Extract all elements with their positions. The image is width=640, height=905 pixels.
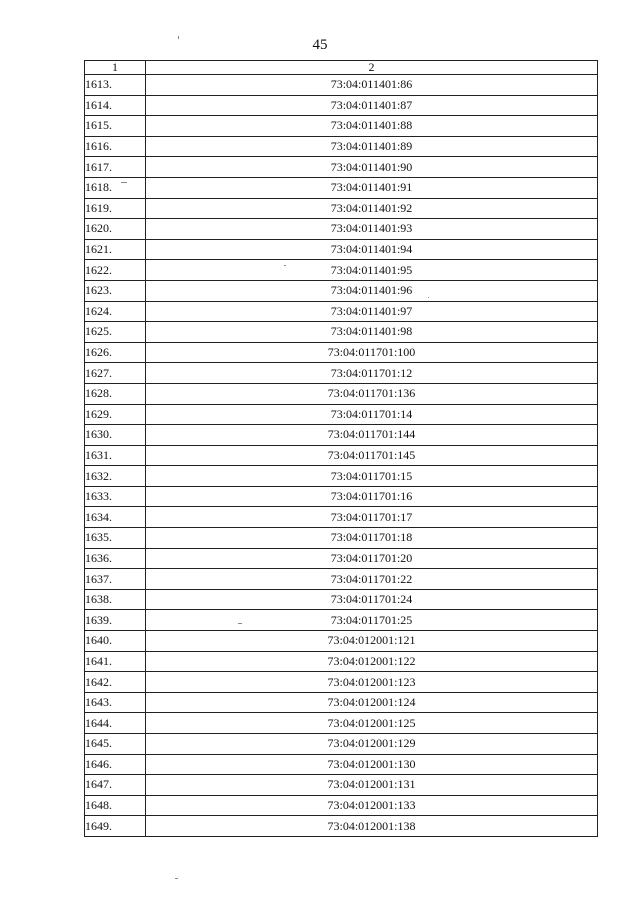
scan-speck	[121, 182, 127, 183]
row-number: 1637.	[85, 569, 146, 590]
table-row	[85, 486, 598, 507]
cadastral-number: 73:04:011701:15	[146, 466, 598, 487]
table-row	[85, 280, 598, 301]
table-row	[85, 672, 598, 693]
cadastral-number: 73:04:011701:18	[146, 528, 598, 549]
cadastral-number: 73:04:011701:12	[146, 363, 598, 384]
row-number: 1615.	[85, 116, 146, 137]
cadastral-number: 73:04:011401:88	[146, 116, 598, 137]
row-number: 1649.	[85, 816, 146, 837]
row-number: 1635.	[85, 528, 146, 549]
cadastral-number: 73:04:011401:89	[146, 136, 598, 157]
row-number: 1641.	[85, 651, 146, 672]
cadastral-number: 73:04:011401:92	[146, 198, 598, 219]
cadastral-number: 73:04:011401:93	[146, 219, 598, 240]
cadastral-number: 73:04:012001:133	[146, 795, 598, 816]
column-header-number: 1	[85, 61, 146, 75]
row-number: 1630.	[85, 425, 146, 446]
row-number: 1646.	[85, 754, 146, 775]
table-row	[85, 713, 598, 734]
table-row	[85, 342, 598, 363]
table-row	[85, 589, 598, 610]
table-row	[85, 260, 598, 281]
row-number: 1626.	[85, 342, 146, 363]
table-row	[85, 425, 598, 446]
cadastral-number: 73:04:011401:95	[146, 260, 598, 281]
scan-speck	[178, 36, 179, 39]
row-number: 1643.	[85, 692, 146, 713]
table-row	[85, 528, 598, 549]
table-row	[85, 734, 598, 755]
table-row	[85, 466, 598, 487]
cadastral-number: 73:04:011401:91	[146, 177, 598, 198]
row-number: 1627.	[85, 363, 146, 384]
cadastral-number: 73:04:012001:138	[146, 816, 598, 837]
row-number: 1648.	[85, 795, 146, 816]
row-number: 1642.	[85, 672, 146, 693]
row-number: 1619.	[85, 198, 146, 219]
scan-speck	[175, 878, 178, 879]
table-row	[85, 775, 598, 796]
cadastral-number: 73:04:011401:87	[146, 95, 598, 116]
cadastral-number: 73:04:011701:20	[146, 548, 598, 569]
table-row	[85, 404, 598, 425]
cadastral-number: 73:04:011701:22	[146, 569, 598, 590]
table-row	[85, 651, 598, 672]
table-row	[85, 569, 598, 590]
cadastral-number: 73:04:011401:96	[146, 280, 598, 301]
row-number: 1636.	[85, 548, 146, 569]
cadastral-number: 73:04:011701:25	[146, 610, 598, 631]
cadastral-number: 73:04:011401:86	[146, 75, 598, 96]
table-row	[85, 116, 598, 137]
cadastral-table	[84, 60, 598, 837]
cadastral-number: 73:04:011701:24	[146, 589, 598, 610]
row-number: 1638.	[85, 589, 146, 610]
scan-speck	[284, 265, 286, 266]
row-number: 1618.	[85, 177, 146, 198]
row-number: 1645.	[85, 734, 146, 755]
page-number: 45	[312, 37, 328, 53]
cadastral-number: 73:04:012001:124	[146, 692, 598, 713]
table-row	[85, 610, 598, 631]
cadastral-number: 73:04:012001:129	[146, 734, 598, 755]
table-row	[85, 507, 598, 528]
table-row	[85, 383, 598, 404]
cadastral-number: 73:04:011401:98	[146, 322, 598, 343]
row-number: 1617.	[85, 157, 146, 178]
cadastral-number: 73:04:011701:136	[146, 383, 598, 404]
row-number: 1631.	[85, 445, 146, 466]
cadastral-number: 73:04:011401:94	[146, 239, 598, 260]
table-row	[85, 239, 598, 260]
row-number: 1632.	[85, 466, 146, 487]
table-row	[85, 445, 598, 466]
cadastral-number: 73:04:011701:16	[146, 486, 598, 507]
row-number: 1644.	[85, 713, 146, 734]
column-header-code: 2	[146, 61, 598, 75]
table-header-row	[85, 61, 598, 75]
row-number: 1624.	[85, 301, 146, 322]
cadastral-number: 73:04:011401:90	[146, 157, 598, 178]
row-number: 1647.	[85, 775, 146, 796]
row-number: 1622.	[85, 260, 146, 281]
table-row	[85, 363, 598, 384]
table-row	[85, 301, 598, 322]
table-row	[85, 692, 598, 713]
row-number: 1640.	[85, 631, 146, 652]
cadastral-number: 73:04:012001:122	[146, 651, 598, 672]
table-row	[85, 177, 598, 198]
row-number: 1621.	[85, 239, 146, 260]
cadastral-number: 73:04:012001:123	[146, 672, 598, 693]
table-row	[85, 322, 598, 343]
table-row	[85, 631, 598, 652]
row-number: 1616.	[85, 136, 146, 157]
table-row	[85, 75, 598, 96]
scan-speck	[238, 623, 242, 624]
row-number: 1620.	[85, 219, 146, 240]
cadastral-number: 73:04:012001:130	[146, 754, 598, 775]
table-row	[85, 548, 598, 569]
row-number: 1614.	[85, 95, 146, 116]
cadastral-number: 73:04:011701:17	[146, 507, 598, 528]
row-number: 1634.	[85, 507, 146, 528]
cadastral-number: 73:04:012001:121	[146, 631, 598, 652]
row-number: 1639.	[85, 610, 146, 631]
table-row	[85, 795, 598, 816]
cadastral-number: 73:04:012001:131	[146, 775, 598, 796]
table-row	[85, 816, 598, 837]
table-body	[85, 75, 598, 837]
cadastral-number: 73:04:011401:97	[146, 301, 598, 322]
table-row	[85, 219, 598, 240]
table-row	[85, 754, 598, 775]
row-number: 1633.	[85, 486, 146, 507]
table-row	[85, 198, 598, 219]
row-number: 1623.	[85, 280, 146, 301]
row-number: 1613.	[85, 75, 146, 96]
row-number: 1628.	[85, 383, 146, 404]
row-number: 1629.	[85, 404, 146, 425]
cadastral-number: 73:04:011701:100	[146, 342, 598, 363]
cadastral-number: 73:04:011701:144	[146, 425, 598, 446]
row-number: 1625.	[85, 322, 146, 343]
cadastral-number: 73:04:011701:14	[146, 404, 598, 425]
table-row	[85, 95, 598, 116]
scan-speck	[428, 297, 429, 298]
cadastral-number: 73:04:012001:125	[146, 713, 598, 734]
table-row	[85, 157, 598, 178]
cadastral-number: 73:04:011701:145	[146, 445, 598, 466]
table-row	[85, 136, 598, 157]
